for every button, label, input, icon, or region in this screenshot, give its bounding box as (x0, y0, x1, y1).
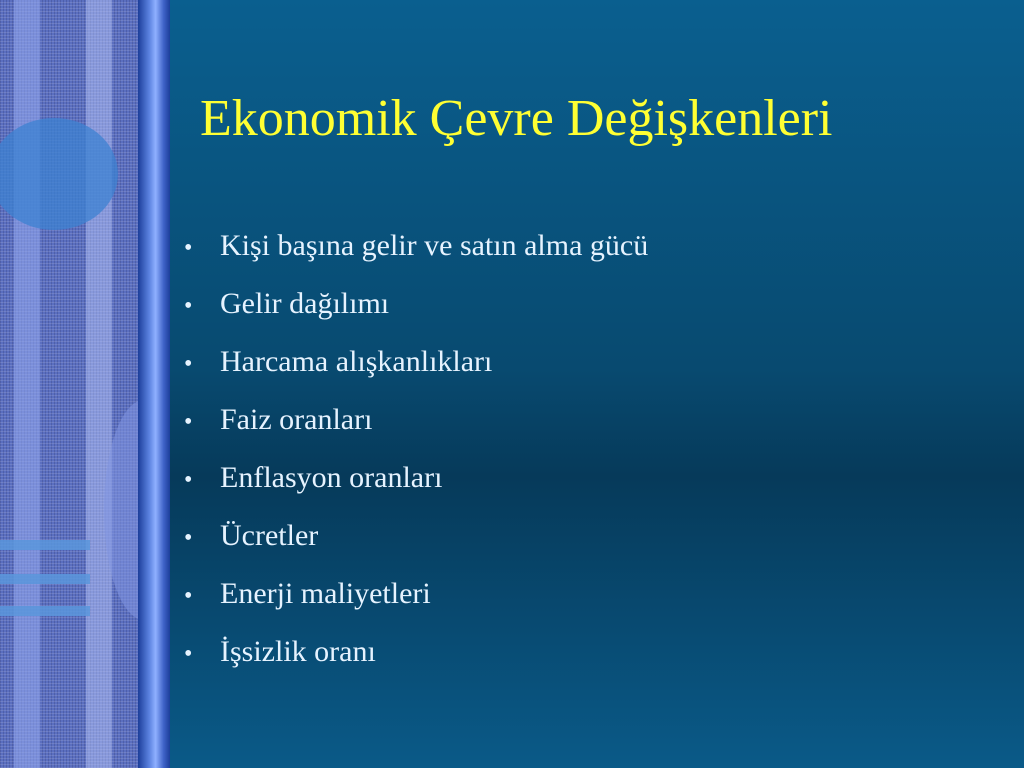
list-item (184, 338, 648, 396)
bullet-icon: • (184, 293, 193, 319)
list-item (184, 222, 648, 280)
list-item (184, 628, 648, 686)
bullet-text: İşsizlik oranı (220, 635, 376, 668)
bullet-text: Faiz oranları (220, 403, 373, 436)
bullet-icon: • (184, 467, 193, 493)
bullet-icon: • (184, 641, 193, 667)
bullet-icon: • (184, 583, 193, 609)
bullet-icon: • (184, 235, 193, 261)
slide-content (170, 0, 1024, 768)
list-item (184, 280, 648, 338)
line-decoration (0, 606, 90, 616)
bullet-text: Ücretler (220, 519, 319, 552)
bullet-text: Harcama alışkanlıkları (220, 345, 493, 378)
bullet-list (184, 222, 648, 686)
bullet-icon: • (184, 409, 193, 435)
bullet-icon: • (184, 351, 193, 377)
list-item (184, 512, 648, 570)
line-decoration (0, 574, 90, 584)
decorative-side-strip (0, 0, 140, 768)
line-decoration (0, 540, 90, 550)
slide-title: Ekonomik Çevre Değişkenleri (200, 90, 833, 147)
strip-column-decoration (86, 0, 112, 768)
list-item (184, 396, 648, 454)
bullet-text: Gelir dağılımı (220, 287, 390, 320)
bullet-icon: • (184, 525, 193, 551)
bullet-text: Kişi başına gelir ve satın alma gücü (220, 229, 649, 262)
list-item (184, 570, 648, 628)
bullet-text: Enflasyon oranları (220, 461, 443, 494)
vertical-accent-bar (138, 0, 170, 768)
list-item (184, 454, 648, 512)
strip-column-decoration (14, 0, 40, 768)
bullet-text: Enerji maliyetleri (220, 577, 431, 610)
